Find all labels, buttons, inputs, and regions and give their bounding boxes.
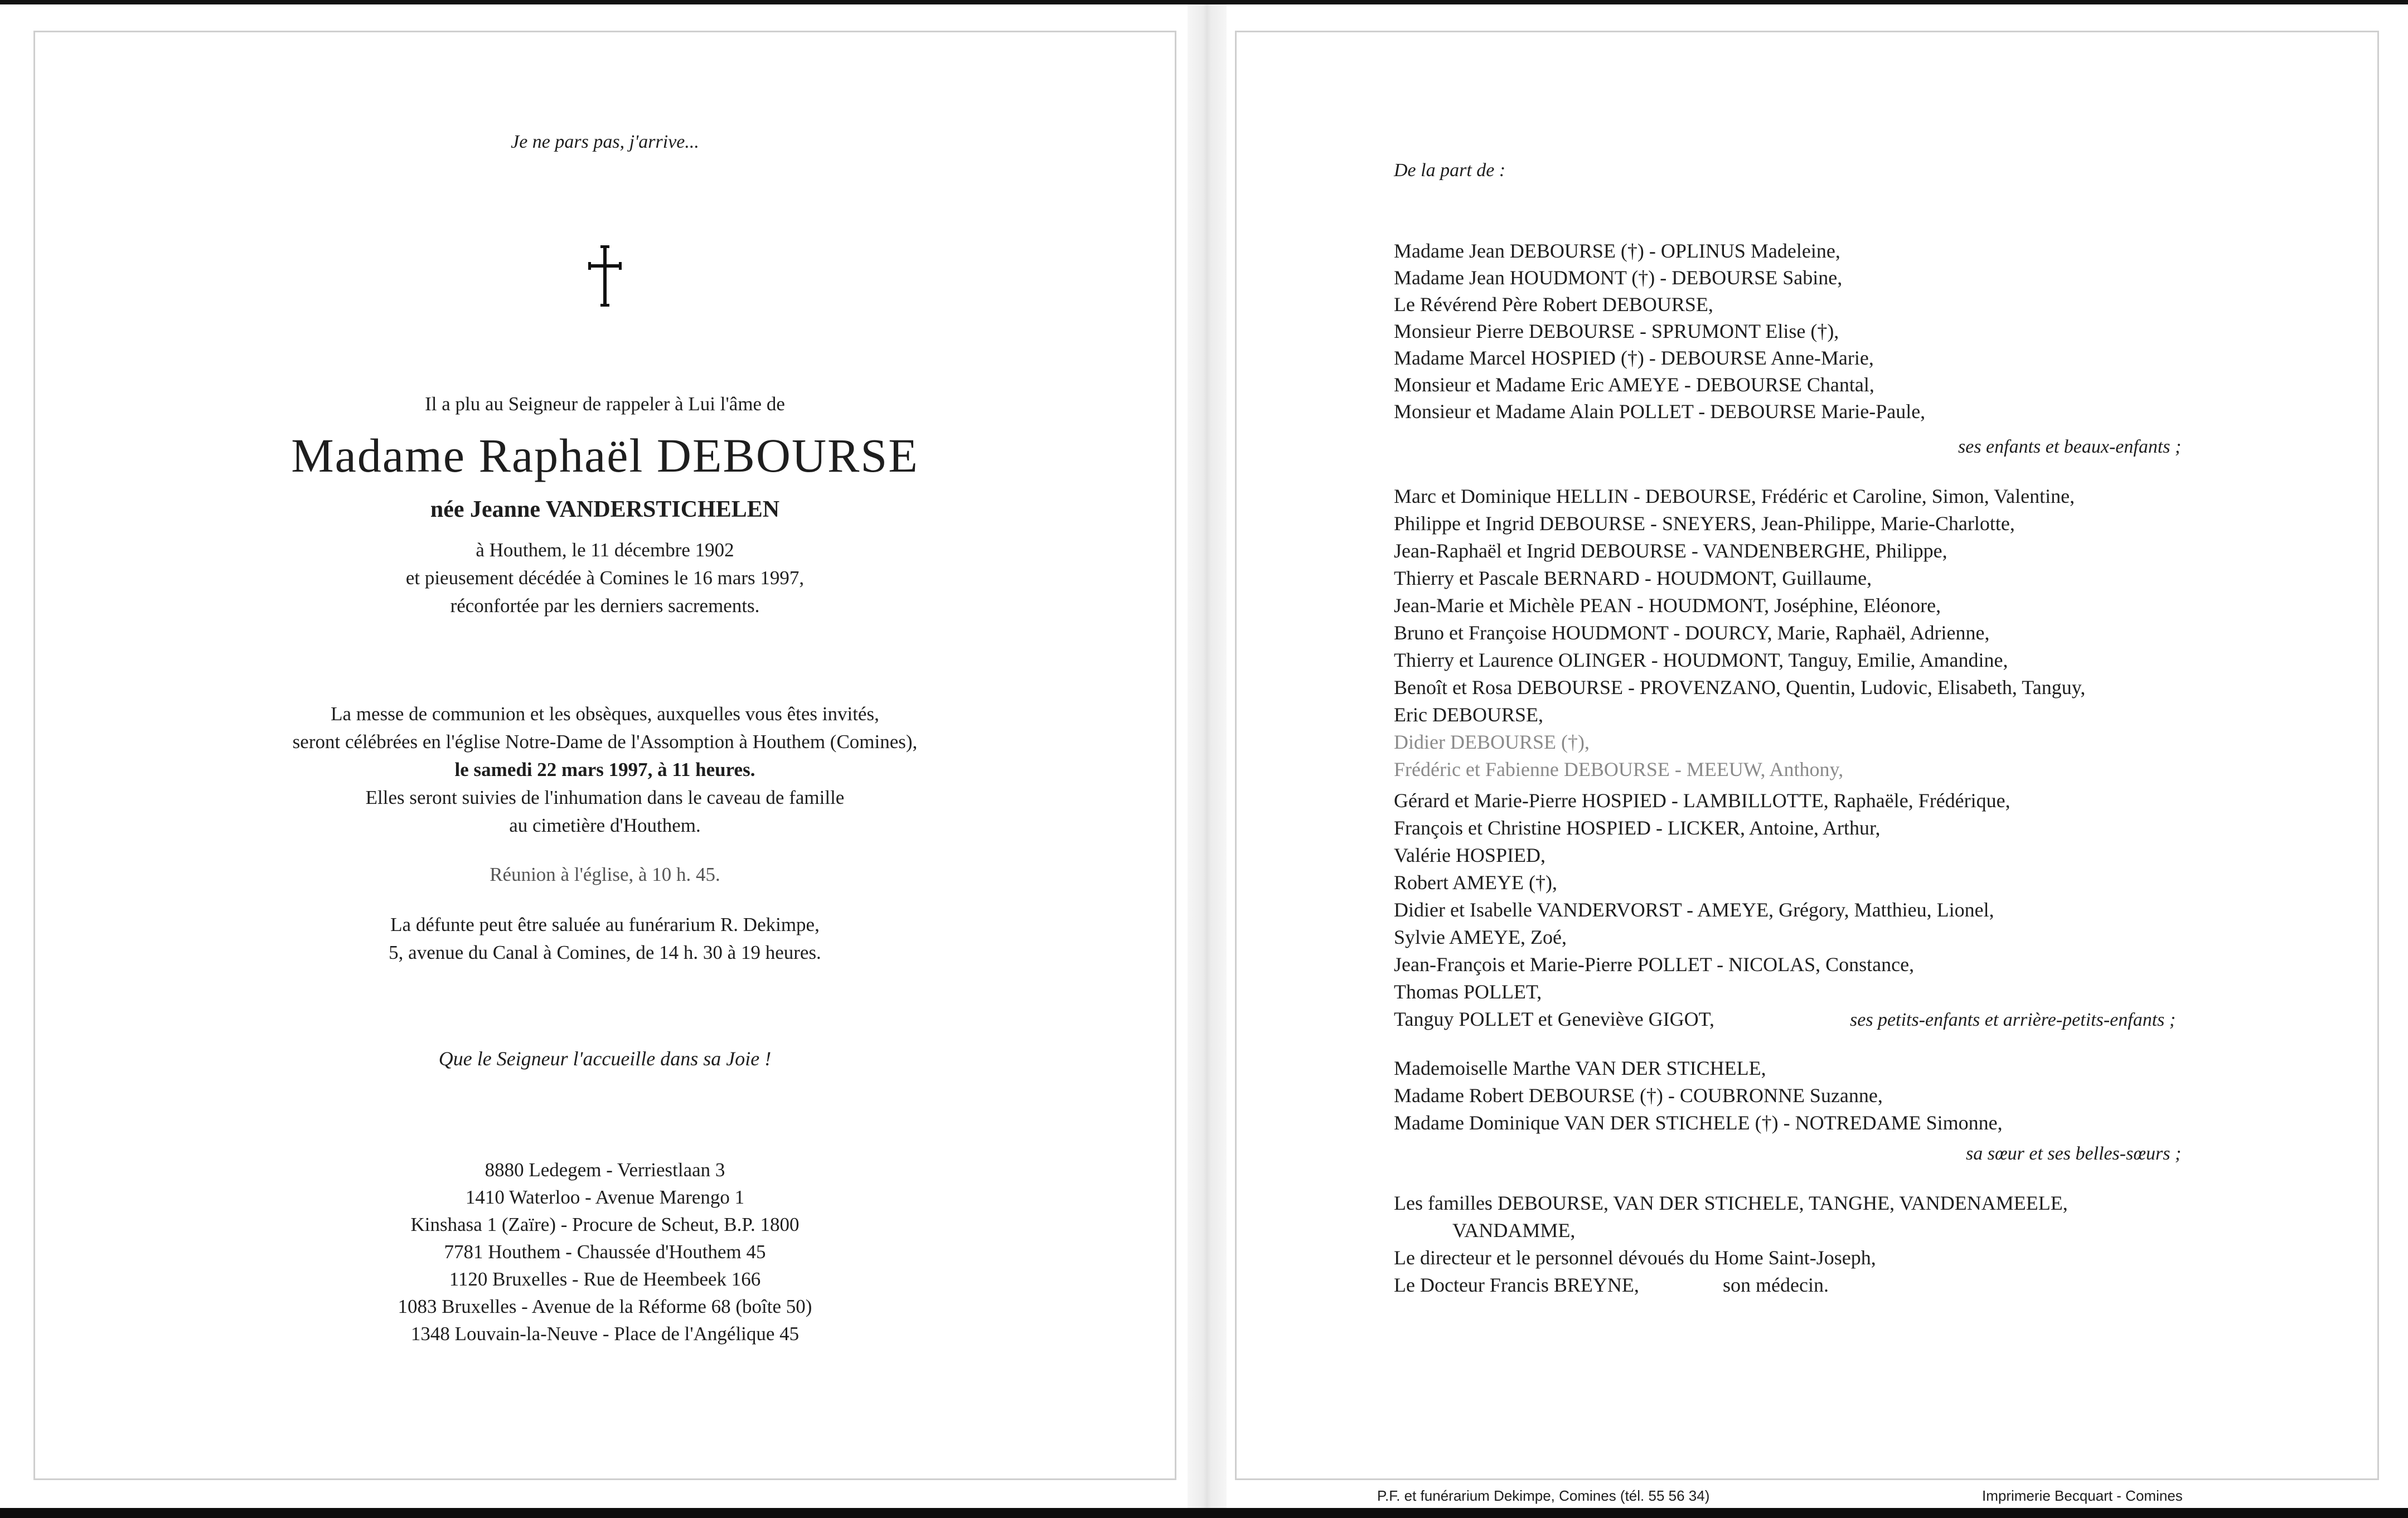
grandchild-line: Didier DEBOURSE (†),: [1394, 731, 1590, 753]
children-caption: ses enfants et beaux-enfants ;: [1958, 437, 2182, 457]
mass-line-1: La messe de communion et les obsèques, auxquelles vous êtes invités,: [331, 703, 879, 725]
maiden-name: née Jeanne VANDERSTICHELEN: [430, 497, 780, 522]
grandchild-line: Benoît et Rosa DEBOURSE - PROVENZANO, Quentin, Ludovic, Elisabeth, Tanguy,: [1394, 676, 2086, 699]
grandchild-line: François et Christine HOSPIED - LICKER, Antoine, Arthur,: [1394, 817, 1881, 839]
child-line: Madame Marcel HOSPIED (†) - DEBOURSE Anne-Marie,: [1394, 347, 1874, 369]
bottom-edge: [0, 1508, 2408, 1518]
epigraph: Je ne pars pas, j'arrive...: [511, 132, 699, 152]
top-edge: [0, 0, 2408, 4]
footer-printer: Imprimerie Becquart - Comines: [1982, 1487, 2183, 1504]
child-line: Le Révérend Père Robert DEBOURSE,: [1394, 293, 1713, 316]
grandchild-line: Jean-François et Marie-Pierre POLLET - NICOLAS, Constance,: [1394, 953, 1915, 976]
funeral-home-line-2: 5, avenue du Canal à Comines, de 14 h. 30 à 19 heures.: [389, 942, 821, 963]
doctor-line: Le Docteur Francis BREYNE,: [1394, 1274, 1639, 1296]
grandchild-line: Sylvie AMEYE, Zoé,: [1394, 926, 1567, 948]
funeral-home-line-1: La défunte peut être saluée au funérarium R. Dekimpe,: [390, 914, 820, 935]
footer-funeral-home: P.F. et funérarium Dekimpe, Comines (tél. 55 56 34): [1377, 1487, 1710, 1504]
address-line: 1120 Bruxelles - Rue de Heembeek 166: [449, 1268, 761, 1290]
child-line: Monsieur et Madame Alain POLLET - DEBOURSE Marie-Paule,: [1394, 400, 1926, 423]
families-line-2: VANDAMME,: [1452, 1219, 1576, 1241]
right-header: De la part de :: [1394, 160, 1506, 181]
burial-line-1: Elles seront suivies de l'inhumation dans le caveau de famille: [365, 787, 845, 808]
grandchild-line: Gérard et Marie-Pierre HOSPIED - LAMBILLOTTE, Raphaële, Frédérique,: [1394, 789, 2010, 812]
grandchild-line: Frédéric et Fabienne DEBOURSE - MEEUW, Anthony,: [1394, 758, 1844, 780]
siblings-caption: sa sœur et ses belles-sœurs ;: [1966, 1143, 2182, 1164]
grandchild-line: Thomas POLLET,: [1394, 981, 1542, 1003]
address-line: Kinshasa 1 (Zaïre) - Procure de Scheut, B.P. 1800: [410, 1214, 800, 1235]
address-line: 7781 Houthem - Chaussée d'Houthem 45: [444, 1241, 766, 1263]
grandchild-line: Valérie HOSPIED,: [1394, 844, 1545, 866]
child-line: Monsieur et Madame Eric AMEYE - DEBOURSE Chantal,: [1394, 374, 1874, 396]
doctor-role: son médecin.: [1723, 1274, 1829, 1296]
grandchild-line: Thierry et Laurence OLINGER - HOUDMONT, Tanguy, Emilie, Amandine,: [1394, 649, 2008, 671]
sibling-line: Madame Robert DEBOURSE (†) - COUBRONNE Suzanne,: [1394, 1084, 1883, 1107]
cross-icon: [588, 245, 622, 307]
page-gutter: [1188, 4, 1227, 1508]
address-line: 1083 Bruxelles - Avenue de la Réforme 68 (boîte 50): [398, 1296, 812, 1317]
grandchild-line: Didier et Isabelle VANDERVORST - AMEYE, Grégory, Matthieu, Lionel,: [1394, 899, 1994, 921]
burial-line-2: au cimetière d'Houthem.: [509, 814, 701, 836]
grandchild-line: Bruno et Françoise HOUDMONT - DOURCY, Marie, Raphaël, Adrienne,: [1394, 622, 1990, 644]
mass-date: le samedi 22 mars 1997, à 11 heures.: [454, 759, 755, 780]
birth-line: à Houthem, le 11 décembre 1902: [476, 539, 734, 561]
sibling-line: Mademoiselle Marthe VAN DER STICHELE,: [1394, 1057, 1766, 1079]
deceased-name: Madame Raphaël DEBOURSE: [291, 429, 919, 482]
mass-line-2: seront célébrées en l'église Notre-Dame de l'Assomption à Houthem (Comines),: [292, 731, 918, 753]
child-line: Monsieur Pierre DEBOURSE - SPRUMONT Elise (†),: [1394, 320, 1839, 342]
grandchild-line: Robert AMEYE (†),: [1394, 871, 1557, 894]
grandchild-line: Eric DEBOURSE,: [1394, 704, 1543, 726]
grandchildren-caption: ses petits-enfants et arrière-petits-enfants ;: [1850, 1010, 2176, 1030]
grandchild-line: Marc et Dominique HELLIN - DEBOURSE, Frédéric et Caroline, Simon, Valentine,: [1394, 485, 2075, 507]
families-line-1: Les familles DEBOURSE, VAN DER STICHELE, TANGHE, VANDENAMEELE,: [1394, 1192, 2068, 1214]
grandchild-line: Jean-Raphaël et Ingrid DEBOURSE - VANDENBERGHE, Philippe,: [1394, 540, 1947, 562]
child-line: Madame Jean DEBOURSE (†) - OPLINUS Madeleine,: [1394, 240, 1840, 262]
sacraments-line: réconfortée par les derniers sacrements.: [450, 595, 760, 617]
intro-text: Il a plu au Seigneur de rappeler à Lui l'âme de: [425, 393, 785, 415]
child-line: Madame Jean HOUDMONT (†) - DEBOURSE Sabine,: [1394, 266, 1843, 289]
address-line: 1348 Louvain-la-Neuve - Place de l'Angélique 45: [410, 1323, 800, 1345]
address-line: 8880 Ledegem - Verriestlaan 3: [484, 1159, 725, 1181]
grandchild-line: Philippe et Ingrid DEBOURSE - SNEYERS, Jean-Philippe, Marie-Charlotte,: [1394, 512, 2015, 535]
prayer: Que le Seigneur l'accueille dans sa Joie !: [438, 1047, 772, 1070]
grandchild-line: Jean-Marie et Michèle PEAN - HOUDMONT, Joséphine, Eléonore,: [1394, 594, 1941, 617]
meeting-line: Réunion à l'église, à 10 h. 45.: [490, 864, 720, 885]
death-line: et pieusement décédée à Comines le 16 mars 1997,: [405, 567, 805, 589]
sibling-line: Madame Dominique VAN DER STICHELE (†) - NOTREDAME Simonne,: [1394, 1112, 2003, 1134]
address-line: 1410 Waterloo - Avenue Marengo 1: [465, 1186, 745, 1208]
grandchild-line: Thierry et Pascale BERNARD - HOUDMONT, Guillaume,: [1394, 567, 1872, 589]
grandchild-line: Tanguy POLLET et Geneviève GIGOT,: [1394, 1008, 1714, 1030]
director-line: Le directeur et le personnel dévoués du Home Saint-Joseph,: [1394, 1247, 1876, 1269]
